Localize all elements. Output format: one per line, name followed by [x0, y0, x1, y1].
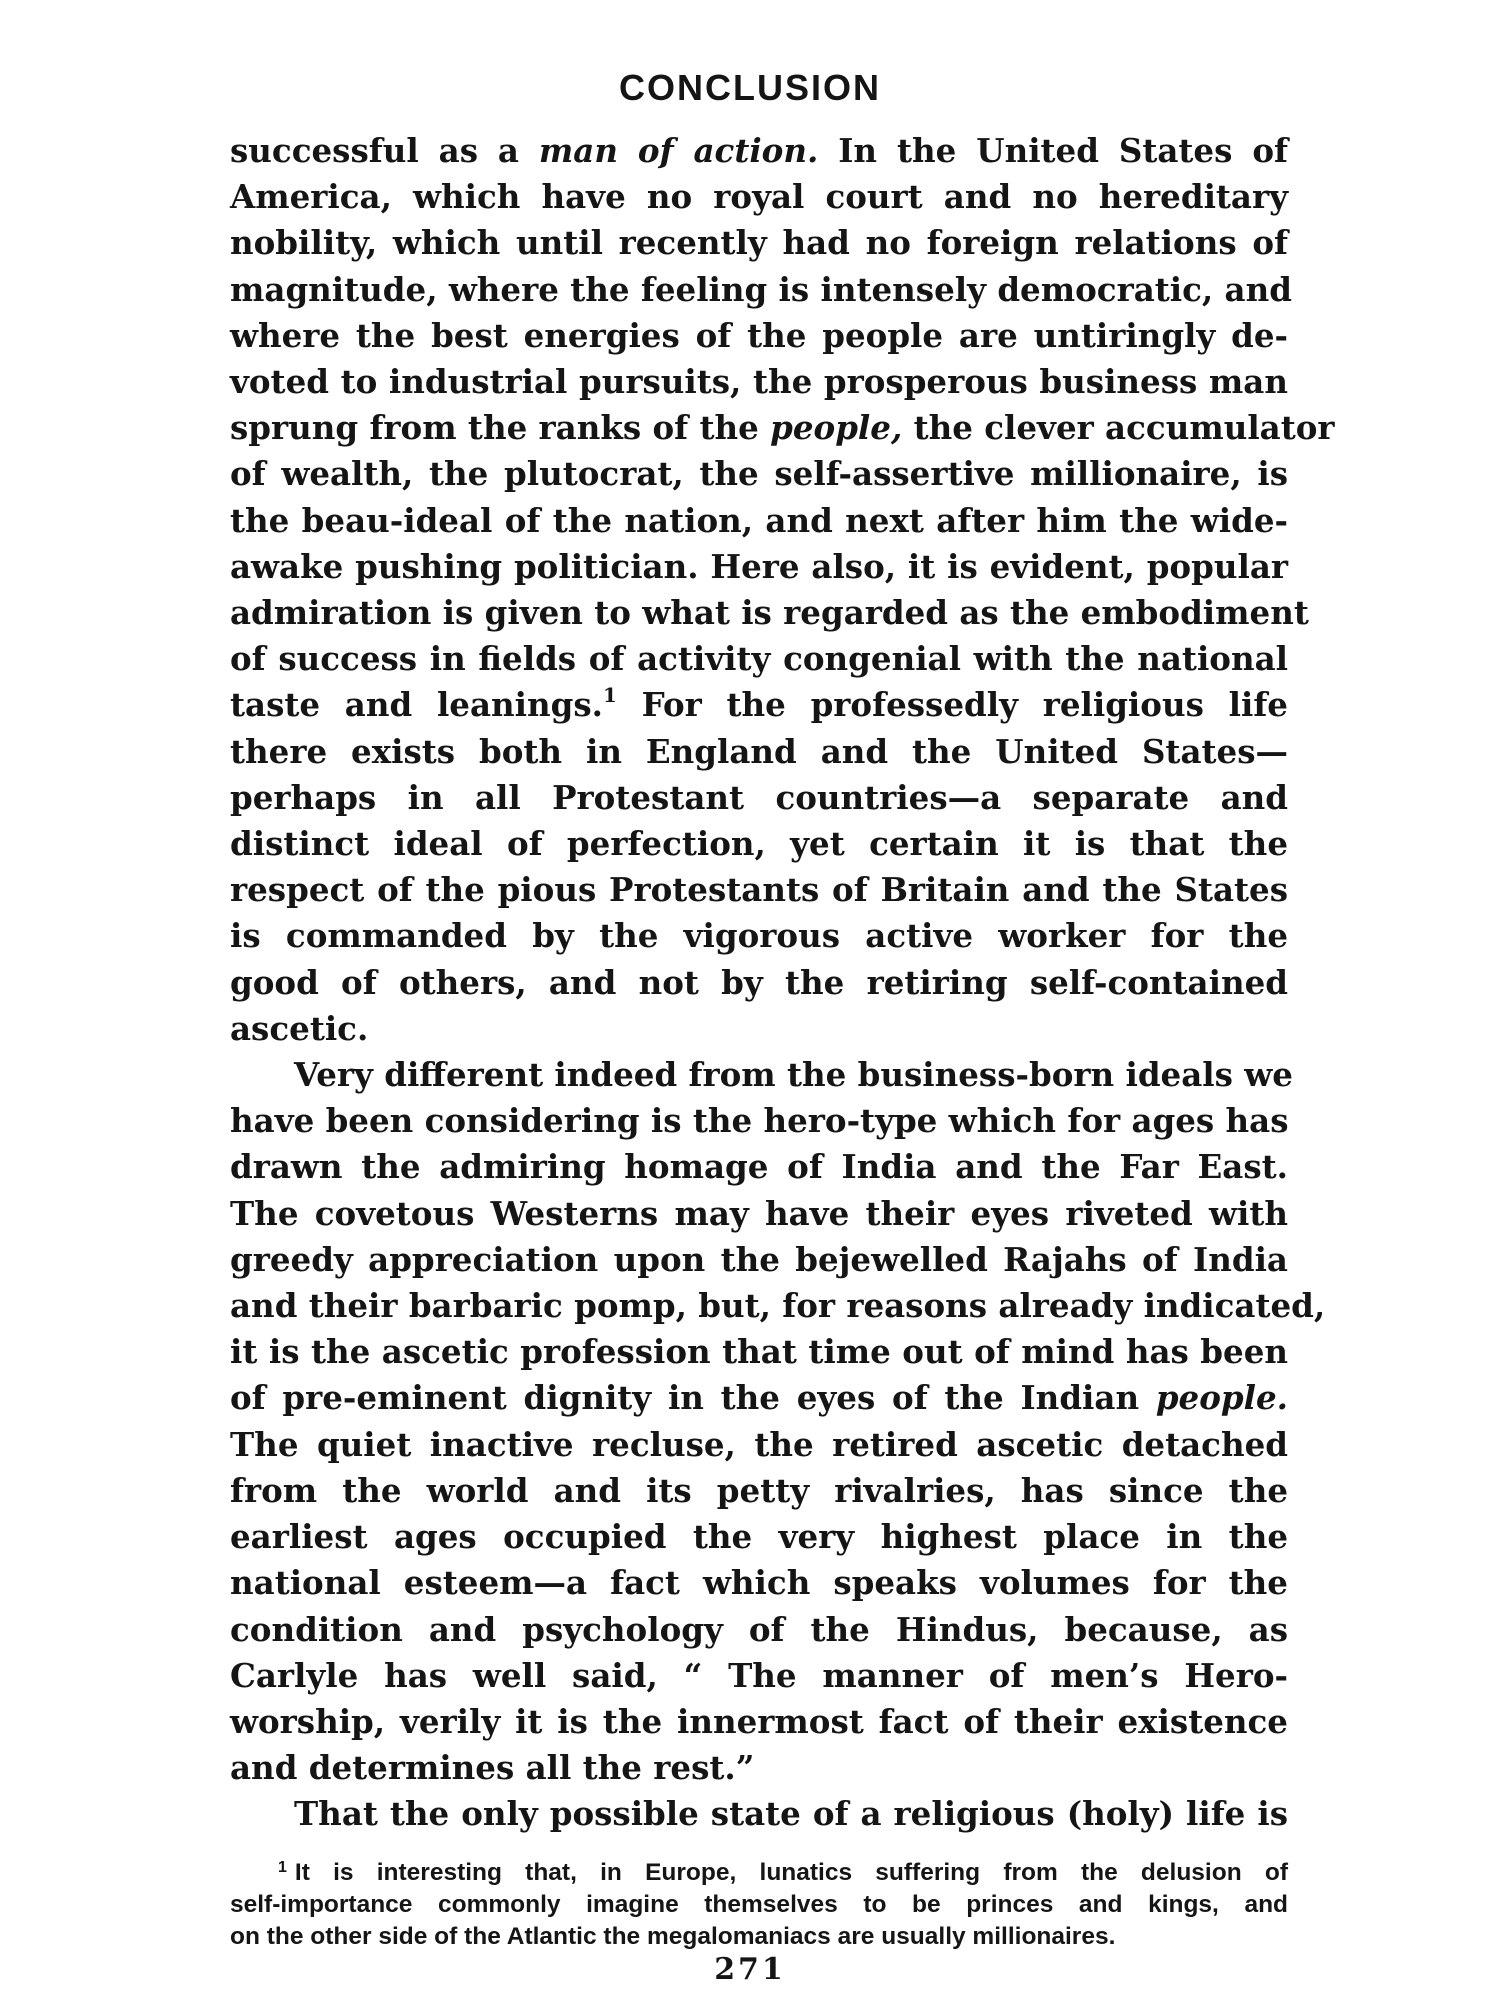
text-line: nobility, which until recently had no foreign relations of: [230, 223, 1288, 263]
text-line: America, which have no royal court and no hereditary: [230, 177, 1288, 217]
text-line: of wealth, the plutocrat, the self-assertive millionaire, is: [230, 454, 1288, 494]
text-run: the clever accumulator: [913, 408, 1335, 448]
text-line: [230, 682, 1288, 728]
text-line: ascetic.: [230, 1008, 369, 1048]
text-line: [230, 1375, 1288, 1421]
text-line: worship, verily it is the innermost fact of their existence: [230, 1701, 1288, 1741]
text-line: perhaps in all Protestant countries—a separate and: [230, 777, 1288, 817]
text-line: The quiet inactive recluse, the retired ascetic detached: [230, 1424, 1288, 1464]
body-text: [230, 128, 1335, 1838]
footnote-line: on the other side of the Atlantic the megalomaniacs are usually millionaires.: [230, 1923, 1116, 1950]
text-line: respect of the pious Protestants of Britain and the States: [230, 870, 1288, 910]
text-line: it is the ascetic profession that time out of mind has been: [230, 1332, 1288, 1372]
footnote: [230, 1857, 1288, 1953]
text-line: admiration is given to what is regarded as the embodiment: [230, 593, 1309, 633]
text-run: successful as a: [230, 131, 519, 170]
text-line: drawn the admiring homage of India and the Far East.: [230, 1147, 1288, 1187]
text-line: from the world and its petty rivalries, has since the: [230, 1470, 1288, 1510]
text-run: That the only possible state of a religious (holy) life is: [294, 1794, 1288, 1834]
text-line: greedy appreciation upon the bejewelled Rajahs of India: [230, 1239, 1288, 1279]
text-line: awake pushing politician. Here also, it is evident, popular: [230, 546, 1288, 586]
italic-word: people,: [770, 408, 903, 448]
paragraph-2: [230, 1052, 1326, 1791]
paragraph-1: [230, 128, 1335, 1052]
text-line: national esteem—a fact which speaks volumes for the: [230, 1563, 1288, 1603]
text-run: It is interesting that, in Europe, lunatics suffering from the delusion of: [294, 1859, 1288, 1886]
paragraph-3: [230, 1791, 1288, 1837]
text-line: is commanded by the vigorous active worker for the: [230, 916, 1288, 956]
text-line: [230, 1052, 1293, 1098]
text-run: of pre-eminent dignity in the eyes of the Indian: [230, 1378, 1140, 1418]
text-line: of success in fields of activity congenial with the national: [230, 639, 1288, 679]
text-line: [230, 128, 1288, 174]
text-run: Very different indeed from the business-born ideals we: [294, 1055, 1293, 1095]
footnote-reference: 1: [602, 683, 617, 708]
text-line: earliest ages occupied the very highest place in the: [230, 1517, 1288, 1557]
footnote-marker: 1: [278, 1859, 287, 1876]
text-line: condition and psychology of the Hindus, because, as: [230, 1609, 1288, 1649]
running-head: CONCLUSION: [619, 67, 881, 108]
text-line: Carlyle has well said, “ The manner of men’s Hero-: [230, 1655, 1288, 1695]
text-line: the beau-ideal of the nation, and next after him the wide-: [230, 500, 1288, 540]
text-line: have been considering is the hero-type which for ages has: [230, 1101, 1289, 1141]
footnote-line: [230, 1857, 1288, 1889]
text-line: good of others, and not by the retiring self-contained: [230, 962, 1288, 1002]
text-line: distinct ideal of perfection, yet certain it is that the: [230, 824, 1288, 864]
text-line: The covetous Westerns may have their eyes riveted with: [230, 1193, 1288, 1233]
text-line: [230, 1791, 1288, 1837]
page-number: 271: [714, 1952, 786, 1987]
text-line: magnitude, where the feeling is intensely democratic, and: [230, 269, 1292, 309]
italic-phrase: man of action.: [538, 131, 819, 170]
text-run: In the United States of: [838, 131, 1288, 170]
text-run: For the professedly religious life: [641, 685, 1288, 725]
text-line: there exists both in England and the United States—: [230, 731, 1288, 771]
text-line: and determines all the rest.”: [230, 1748, 755, 1788]
text-run: sprung from the ranks of the: [230, 408, 759, 448]
footnote-line: self-importance commonly imagine themselves to be princes and kings, and: [230, 1891, 1288, 1918]
text-line: and their barbaric pomp, but, for reasons already indicated,: [230, 1286, 1326, 1326]
text-line: [230, 405, 1335, 451]
text-line: voted to industrial pursuits, the prosperous business man: [230, 362, 1288, 402]
text-line: where the best energies of the people are untiringly de-: [230, 315, 1288, 355]
italic-word: people.: [1155, 1378, 1288, 1418]
text-run: taste and leanings.: [230, 685, 603, 725]
